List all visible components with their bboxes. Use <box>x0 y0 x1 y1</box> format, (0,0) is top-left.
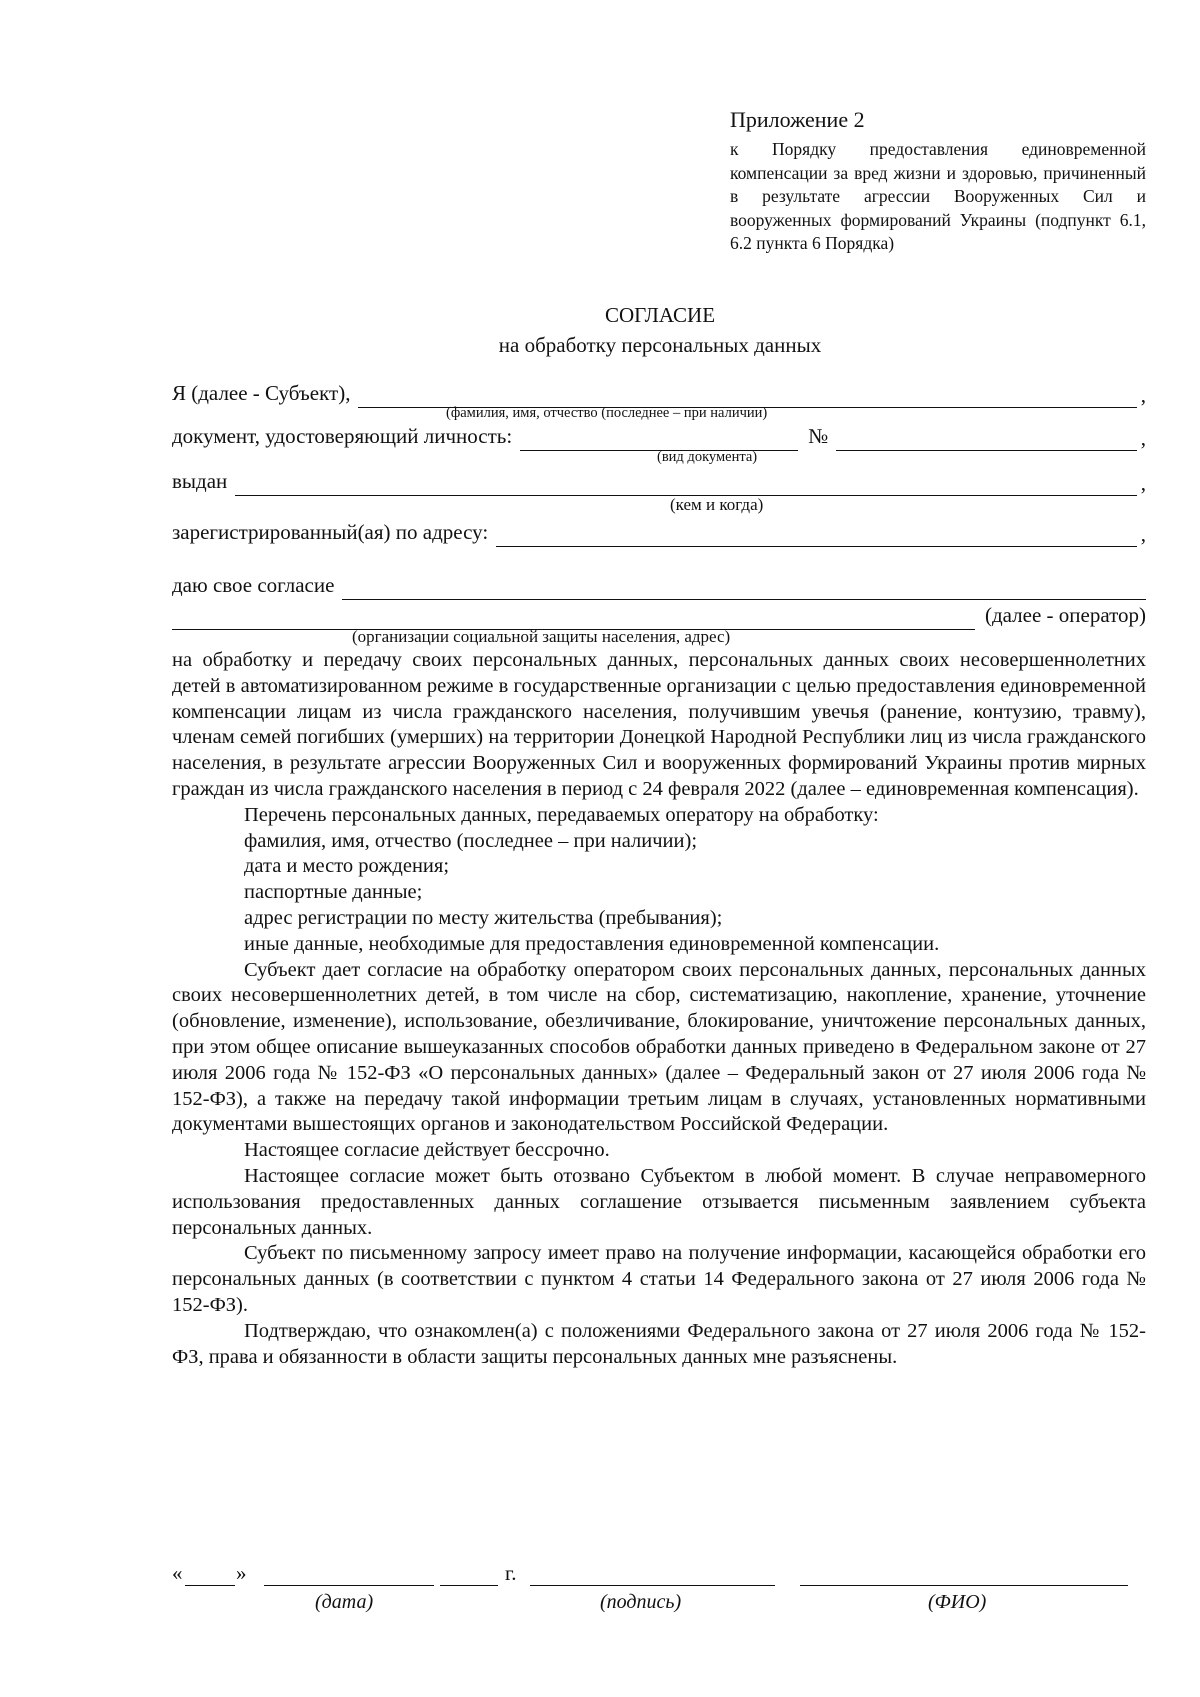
quote-open: « <box>172 1561 183 1585</box>
consent-body <box>172 648 1146 1370</box>
day-field[interactable] <box>185 1563 235 1586</box>
date-label: (дата) <box>315 1591 374 1613</box>
year-field[interactable] <box>440 1563 498 1586</box>
subject-hint: (фамилия, имя, отчество (последнее – при наличии) <box>446 405 768 421</box>
document-title: СОГЛАСИЕ <box>604 303 716 327</box>
document-subtitle: на обработку персональных данных <box>498 333 822 357</box>
issued-label: выдан <box>172 469 228 493</box>
list-item: дата и место рождения; <box>244 855 450 878</box>
comma: , <box>1140 426 1146 450</box>
body-paragraph: Субъект по письменному запросу имеет право на получение информации, касающейся обработки его персональных данных (в соответствии с пунктом 4 статьи 14 Федерального закона от 27 июля 2006 года № 152-ФЗ). <box>172 1242 1146 1316</box>
operator-label: (далее - оператор) <box>984 603 1146 627</box>
body-paragraph: Подтверждаю, что ознакомлен(а) с положениями Федерального закона от 27 июля 2006 года № 152-ФЗ, права и обязанности в области защиты персональных данных мне разъяснены. <box>172 1319 1146 1368</box>
list-intro: Перечень персональных данных, передаваемых оператору на обработку: <box>244 803 879 826</box>
list-item: паспортные данные; <box>244 881 423 904</box>
list-item: фамилия, имя, отчество (последнее – при наличии); <box>244 829 698 852</box>
issued-row <box>172 466 1146 496</box>
comma: , <box>1140 471 1146 495</box>
subject-label: Я (далее - Субъект), <box>172 381 351 405</box>
list-item: иные данные, необходимые для предоставления единовременной компенсации. <box>244 932 940 955</box>
operator-field-line1[interactable] <box>342 577 1146 600</box>
body-paragraph: на обработку и передачу своих персональных данных, персональных данных своих несовершеннолетних детей в автоматизированном режиме в государственные организации с целью предоставления единовременной компенсации лицам из числа гражданского населения, получившим увечья (ранение, контузию, травму), членам семей погибших (умерших) на территории Донецкой Народной Республики лиц из числа гражданского населения, в результате агрессии Вооруженных Сил и вооруженных формирований Украины против мирных граждан из числа гражданского населения в период с 24 февраля 2022 (далее – единовременная компенсация). <box>172 649 1146 800</box>
document-row <box>172 421 1146 451</box>
full-name-label: (ФИО) <box>928 1591 987 1613</box>
list-item: адрес регистрации по месту жительства (пребывания); <box>244 906 723 929</box>
appendix-block <box>730 106 1146 256</box>
body-paragraph: Настоящее согласие действует бессрочно. <box>244 1139 610 1162</box>
document-type-hint: (вид документа) <box>657 449 758 465</box>
issued-hint: (кем и когда) <box>670 495 764 514</box>
address-label: зарегистрированный(ая) по адресу: <box>172 520 489 544</box>
body-paragraph: Настоящее согласие может быть отозвано Субъектом в любой момент. В случае неправомерного использования предоставленных данных соглашение отзывается письменным заявлением субъекта персональных данных. <box>172 1164 1146 1239</box>
consent-row <box>172 570 1146 600</box>
operator-hint: (организации социальной защиты населения, адрес) <box>352 627 731 646</box>
full-name-field[interactable] <box>800 1563 1128 1586</box>
body-paragraph: Субъект дает согласие на обработку оператором своих персональных данных, персональных данных своих несовершеннолетних детей, в том числе на сбор, систематизацию, накопление, хранение, уточнение (обновление, изменение), использование, обезличивание, блокирование, уничтожение персональных данных, при этом общее описание вышеуказанных способов обработки данных приведено в Федеральном законе от 27 июля 2006 года № 152-ФЗ «О персональных данных» (далее – Федеральный закон от 27 июля 2006 года № 152-ФЗ), а также на передачу такой информации третьим лицам в случаях, установленных нормативными документами вышестоящих органов и законодательством Российской Федерации. <box>172 958 1146 1136</box>
comma: , <box>1140 522 1146 546</box>
consent-label: даю свое согласие <box>172 573 335 597</box>
document-number-field[interactable] <box>836 428 1137 451</box>
year-suffix: г. <box>505 1561 517 1585</box>
signature-field[interactable] <box>530 1563 775 1586</box>
address-row <box>172 517 1146 547</box>
subject-row <box>172 378 1146 408</box>
document-type-field[interactable] <box>520 428 798 451</box>
appendix-text: к Порядку предоставления единовременной компенсации за вред жизни и здоровью, причиненный в результате агрессии Вооруженных Сил и вооруженных формирований Украины (подпункт 6.1, 6.2 пункта 6 Порядка) <box>730 139 1146 253</box>
quote-close: » <box>236 1561 247 1585</box>
appendix-title: Приложение 2 <box>730 107 865 132</box>
month-field[interactable] <box>264 1563 434 1586</box>
number-sign: № <box>808 424 829 448</box>
document-label: документ, удостоверяющий личность: <box>172 424 513 448</box>
comma: , <box>1140 383 1146 407</box>
signature-row <box>172 1556 1146 1586</box>
issued-field[interactable] <box>235 473 1136 496</box>
address-field[interactable] <box>496 524 1137 547</box>
signature-label: (подпись) <box>600 1591 682 1613</box>
operator-row <box>172 600 1146 630</box>
